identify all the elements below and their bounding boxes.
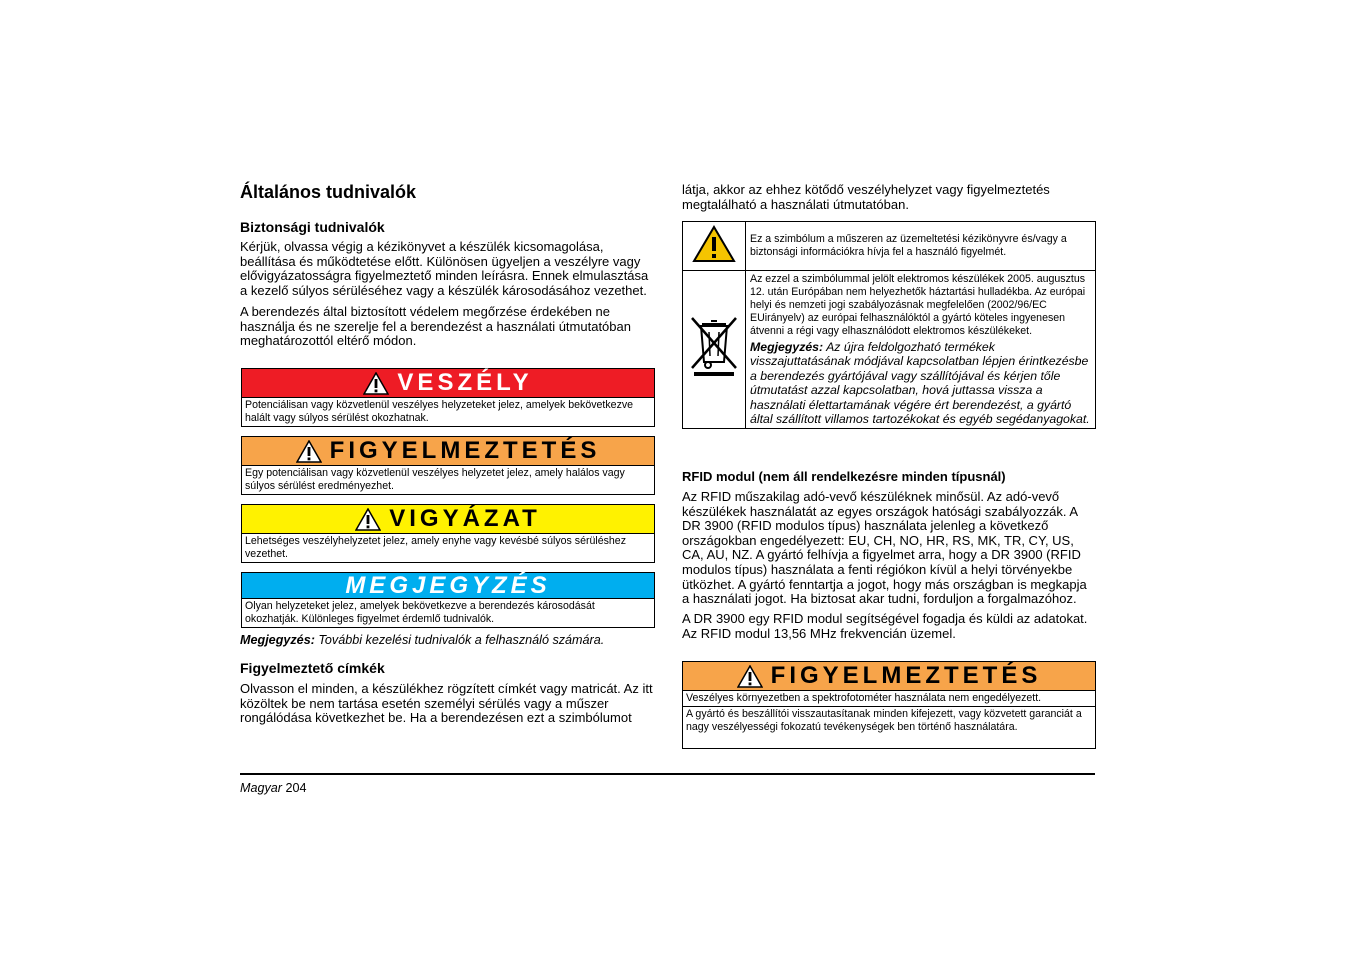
weee-note [750, 340, 1091, 426]
safety-heading: Biztonsági tudnivalók [240, 219, 385, 235]
rfid-paragraph-1: Az RFID műszakilag adó-vevő készüléknek minősül. Az adó-vevő készülékek használatát az egyes országok hatósági szabályozzák. A DR 3900 (RFID modulos típus) használata jelenleg a következő országokban engedélyezett: EU, CH, NO, HR, RS, MK, TR, CY, US, CA, AU, NZ. A gyártó felhívja a figyelmet arra, hogy a DR 3900 (RFID modulos típus) használata a fenti régiókon kívül a helyi törvényekbe ütközhet. A gyártó fenntartja a jogot, hogy más országban is megkapja a használati jogot. Ha biztosat akar tudni, forduljon a forgalmazóhoz. [682, 489, 1087, 607]
notice-label: MEGJEGYZÉS [345, 571, 551, 599]
rfid-warning-box [682, 661, 1096, 749]
danger-band [242, 369, 654, 398]
rfid-heading: RFID modul (nem áll rendelkezésre minden típusnál) [682, 469, 1006, 484]
symbol-icon-cell [683, 271, 746, 429]
weee-text: Az ezzel a szimbólummal jelölt elektromos készülékek 2005. augusztus 12. után Európában nem helyezhetők háztartási hulladékba. Az európai helyi és nemzeti jogi szabályozásnak megfelelően (2002/96/EC EUirányelv) az európai felhasználóktól a gyártó köteles ingyenesen átvenni a régi vagy elhasználódott elektromos készülékeket. [750, 273, 1086, 337]
rfid-warning-text-1: Veszélyes környezetben a spektrofotométer használata nem engedélyezett. [686, 692, 1042, 704]
general-note [240, 633, 660, 647]
warning-text: Egy potenciálisan vagy közvetlenül veszélyes helyzetet jelez, amely halálos vagy súlyos sérülést eredményezhet. [245, 467, 625, 492]
weee-note-text: Az újra feldolgozható termékek visszajuttatásának módjával kapcsolatban lépjen érintkezésbe a berendezés gyártójával vagy szállítójával és kérjen tőle útmutatást azzal kapcsolatban, hová juttassa vissza a használati élettartamának végére ért berendezést, a gyártó által szállított villamos tartozékokat és egyéb segédanyagokat. [750, 340, 1090, 427]
symbol-description: Ez a szimbólum a műszeren az üzemeltetési kézikönyvre és/vagy a biztonsági információkra hívja fel a használó figyelmét. [746, 222, 1096, 271]
danger-label: VESZÉLY [397, 369, 533, 396]
danger-box [241, 368, 655, 427]
footer-language: Magyar [240, 781, 282, 795]
general-note-label: Megjegyzés: [240, 633, 315, 647]
labels-paragraph: Olvasson el minden, a készülékhez rögzített címkét vagy matricát. Az itt közöltek be nem tartása esetén személyi sérülés vagy a műszer rongálódása következhet be. Ha a berendezésen ezt a szimbólumot [240, 681, 653, 726]
general-note-text: További kezelési tudnivalók a felhasználó számára. [318, 633, 605, 647]
symbol-description [746, 271, 1096, 429]
caution-text: Lehetséges veszélyhelyzetet jelez, amely enyhe vagy kevésbé súlyos sérüléshez vezethet. [245, 535, 626, 560]
warning-triangle-icon [692, 225, 736, 263]
warning-triangle-icon [355, 508, 381, 531]
symbol-row [683, 271, 1096, 429]
rfid-warning-text-2: A gyártó és beszállítói visszautasítanak minden kifejezett, vagy közvetett garanciát a nagy veszélyességi fokozatú tevékenységek ben történő használatára. [683, 706, 1095, 735]
notice-band [242, 573, 654, 599]
rfid-paragraph-2: A DR 3900 egy RFID modul segítségével fogadja és küldi az adatokat. Az RFID modul 13,56 MHz frekvencián üzemel. [682, 611, 1088, 641]
safety-paragraph-1: Kérjük, olvassa végig a kézikönyvet a készülék kicsomagolása, beállítása és működtetése előtt. Különösen ügyeljen a veszélyre vagy elővigyázatosságra figyelmeztető minden leírásra. Ennek elmulasztása a kezelő súlyos sérüléséhez vagy a készülék károsodásához vezethet. [240, 239, 649, 298]
labels-heading: Figyelmeztető címkék [240, 660, 385, 676]
crossed-wheelie-bin-icon [689, 316, 739, 378]
warning-triangle-icon [737, 665, 763, 688]
warning-band [242, 437, 654, 466]
symbol-intro: látja, akkor az ehhez kötődő veszélyhelyzet vagy figyelmeztetés megtalálható a használati útmutatóban. [682, 182, 1050, 212]
footer-divider [240, 773, 1095, 775]
notice-text: Olyan helyzeteket jelez, amelyek bekövetkezve a berendezés károsodását okozhatják. Különleges figyelmet érdemlő tudnivalók. [245, 600, 595, 625]
symbol-icon-cell [683, 222, 746, 271]
safety-paragraph-2: A berendezés által biztosított védelem megőrzése érdekében ne használja és ne szerelje fel a berendezést a használati útmutatóban meghatározottól eltérő módon. [240, 304, 631, 349]
symbol-table [682, 221, 1096, 429]
footer-page-number: 204 [285, 781, 307, 795]
warning-triangle-icon [363, 372, 389, 395]
weee-note-label: Megjegyzés: [750, 340, 824, 354]
footer [240, 781, 307, 795]
rfid-warning-band [683, 662, 1095, 691]
caution-band [242, 505, 654, 534]
danger-text: Potenciálisan vagy közvetlenül veszélyes helyzeteket jelez, amelyek bekövetkezve halált vagy súlyos sérülést okozhatnak. [245, 399, 634, 424]
rfid-warning-label: FIGYELMEZTETÉS [770, 662, 1042, 689]
notice-box [241, 572, 655, 628]
warning-triangle-icon [296, 440, 322, 463]
page-title: Általános tudnivalók [240, 182, 417, 202]
warning-label: FIGYELMEZTETÉS [329, 437, 601, 464]
caution-box [241, 504, 655, 563]
symbol-row [683, 222, 1096, 271]
warning-box [241, 436, 655, 495]
caution-label: VIGYÁZAT [389, 505, 541, 532]
